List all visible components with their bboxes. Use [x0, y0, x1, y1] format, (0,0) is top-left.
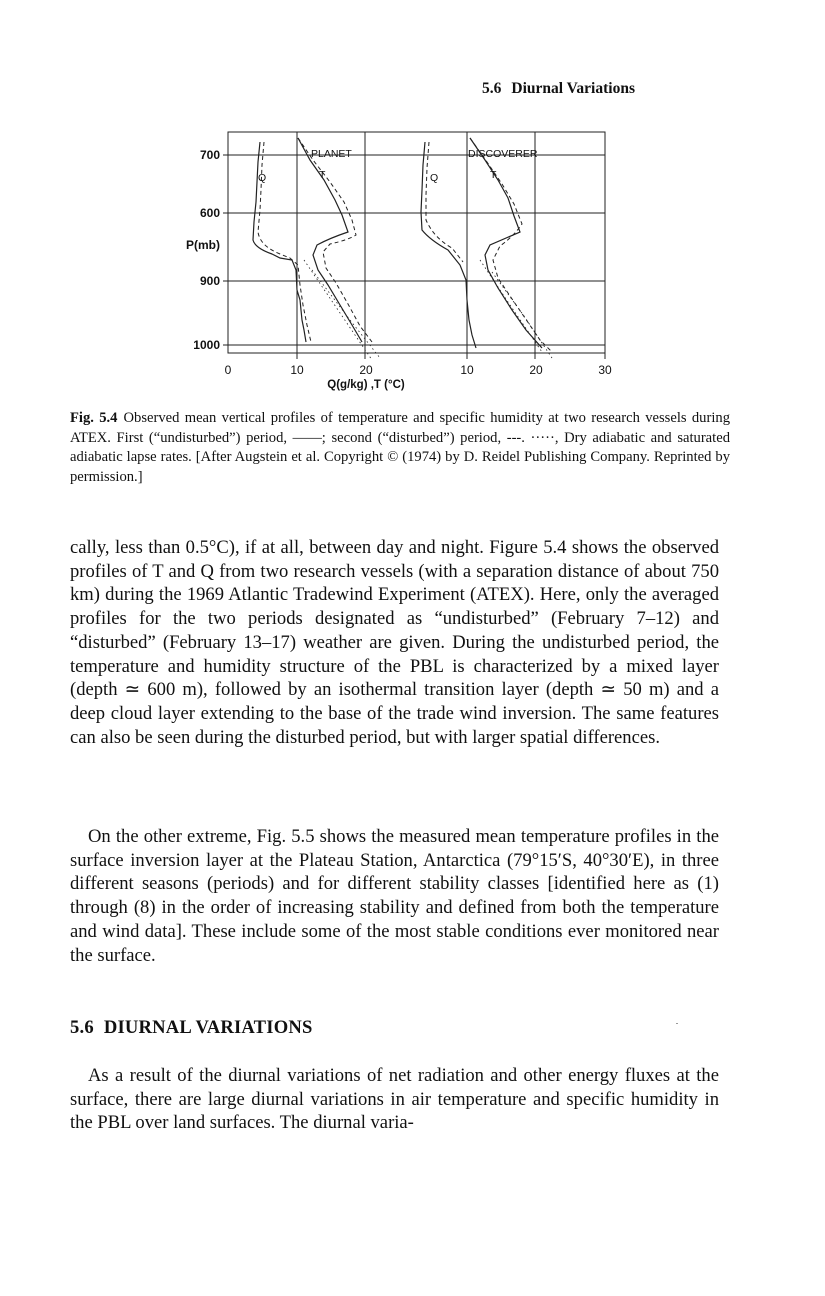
panel-label-discoverer: DISCOVERER: [468, 148, 538, 160]
y-tick-900: 900: [199, 274, 220, 288]
x-tick-10b: 10: [460, 363, 474, 377]
planet-curves: [253, 138, 380, 360]
y-tick-700: 700: [199, 148, 220, 162]
x-tick-10: 10: [290, 363, 304, 377]
section-title: DIURNAL VARIATIONS: [103, 1017, 313, 1038]
panel-label-planet: PLANET: [311, 148, 352, 160]
paragraph-2: On the other extreme, Fig. 5.5 shows the measured mean temperature profiles in the surface inversion layer at the Plateau Station, Antarctica (79°15′S, 40°30′E), in three different seasons (periods) and for different stability classes [identified here as (1) through (8) in the order of increasing stability and defined from both the temperature and wind data]. These include some of the most stable conditions ever monitored near the surface.: [70, 826, 719, 966]
running-head-title: Diurnal Variations: [511, 80, 635, 97]
running-head-section-number: 5.6: [482, 80, 502, 97]
x-axis-label: Q(g/kg) ,T (°C): [327, 379, 405, 391]
running-head: [482, 80, 635, 98]
discoverer-t-label: T: [490, 169, 497, 181]
discoverer-q-label: Q: [430, 172, 439, 184]
x-tick-30: 30: [598, 363, 612, 377]
scan-speck: [676, 1023, 678, 1024]
paragraph-1: cally, less than 0.5°C), if at all, between day and night. Figure 5.4 shows the observed profiles of T and Q from two research vessels (with a separation distance of about 750 km) during the 1969 Atlantic Tradewind Experiment (ATEX). Here, only the averaged profiles for the two periods designated as “undisturbed” (February 7–12) and “disturbed” (February 13–17) weather are given. During the undisturbed period, the temperature and humidity structure of the PBL is characterized by a mixed layer (depth ≃ 600 m), followed by an isothermal transition layer (depth ≃ 50 m) and a deep cloud layer extending to the base of the trade wind inversion. The same features can also be seen during the disturbed period, but with larger spatial differences.: [70, 537, 719, 748]
y-axis-label: P(mb): [186, 238, 220, 252]
planet-q-label: Q: [258, 172, 267, 184]
discoverer-q-disturbed: [426, 142, 463, 262]
profile-chart: [180, 120, 640, 400]
section-number: 5.6: [70, 1017, 94, 1038]
discoverer-curves: [421, 138, 552, 358]
x-tick-0: 0: [224, 363, 232, 377]
discoverer-t-undisturbed: [470, 138, 542, 348]
planet-t-label: T: [319, 169, 326, 181]
x-tick-20: 20: [359, 363, 373, 377]
figure-5-4: [180, 120, 640, 400]
section-heading: [70, 1017, 313, 1039]
plot-frame: [228, 132, 605, 353]
y-tick-1000: 1000: [193, 338, 220, 352]
figure-caption: [70, 409, 730, 487]
x-tick-20b: 20: [529, 363, 543, 377]
paragraph-3: As a result of the diurnal variations of net radiation and other energy fluxes at the surface, there are large diurnal variations in air temperature and specific humidity in the PBL over land surfaces. The diurnal varia-: [70, 1065, 719, 1134]
planet-t-disturbed: [298, 138, 372, 342]
discoverer-t-disturbed: [470, 138, 552, 352]
y-tick-600: 600: [199, 206, 220, 220]
figure-label: Fig. 5.4: [70, 410, 118, 426]
caption-text: Observed mean vertical profiles of temperature and specific humidity at two research vessels during ATEX. First (“undisturbed”) period, ——; second (“disturbed”) period, ---. ·····, Dry adiabatic and saturated adiabatic lapse rates. [After Augstein et al. Copyright © (1974) by D. Reidel Publishing Company. Reprinted by permission.]: [70, 410, 730, 485]
